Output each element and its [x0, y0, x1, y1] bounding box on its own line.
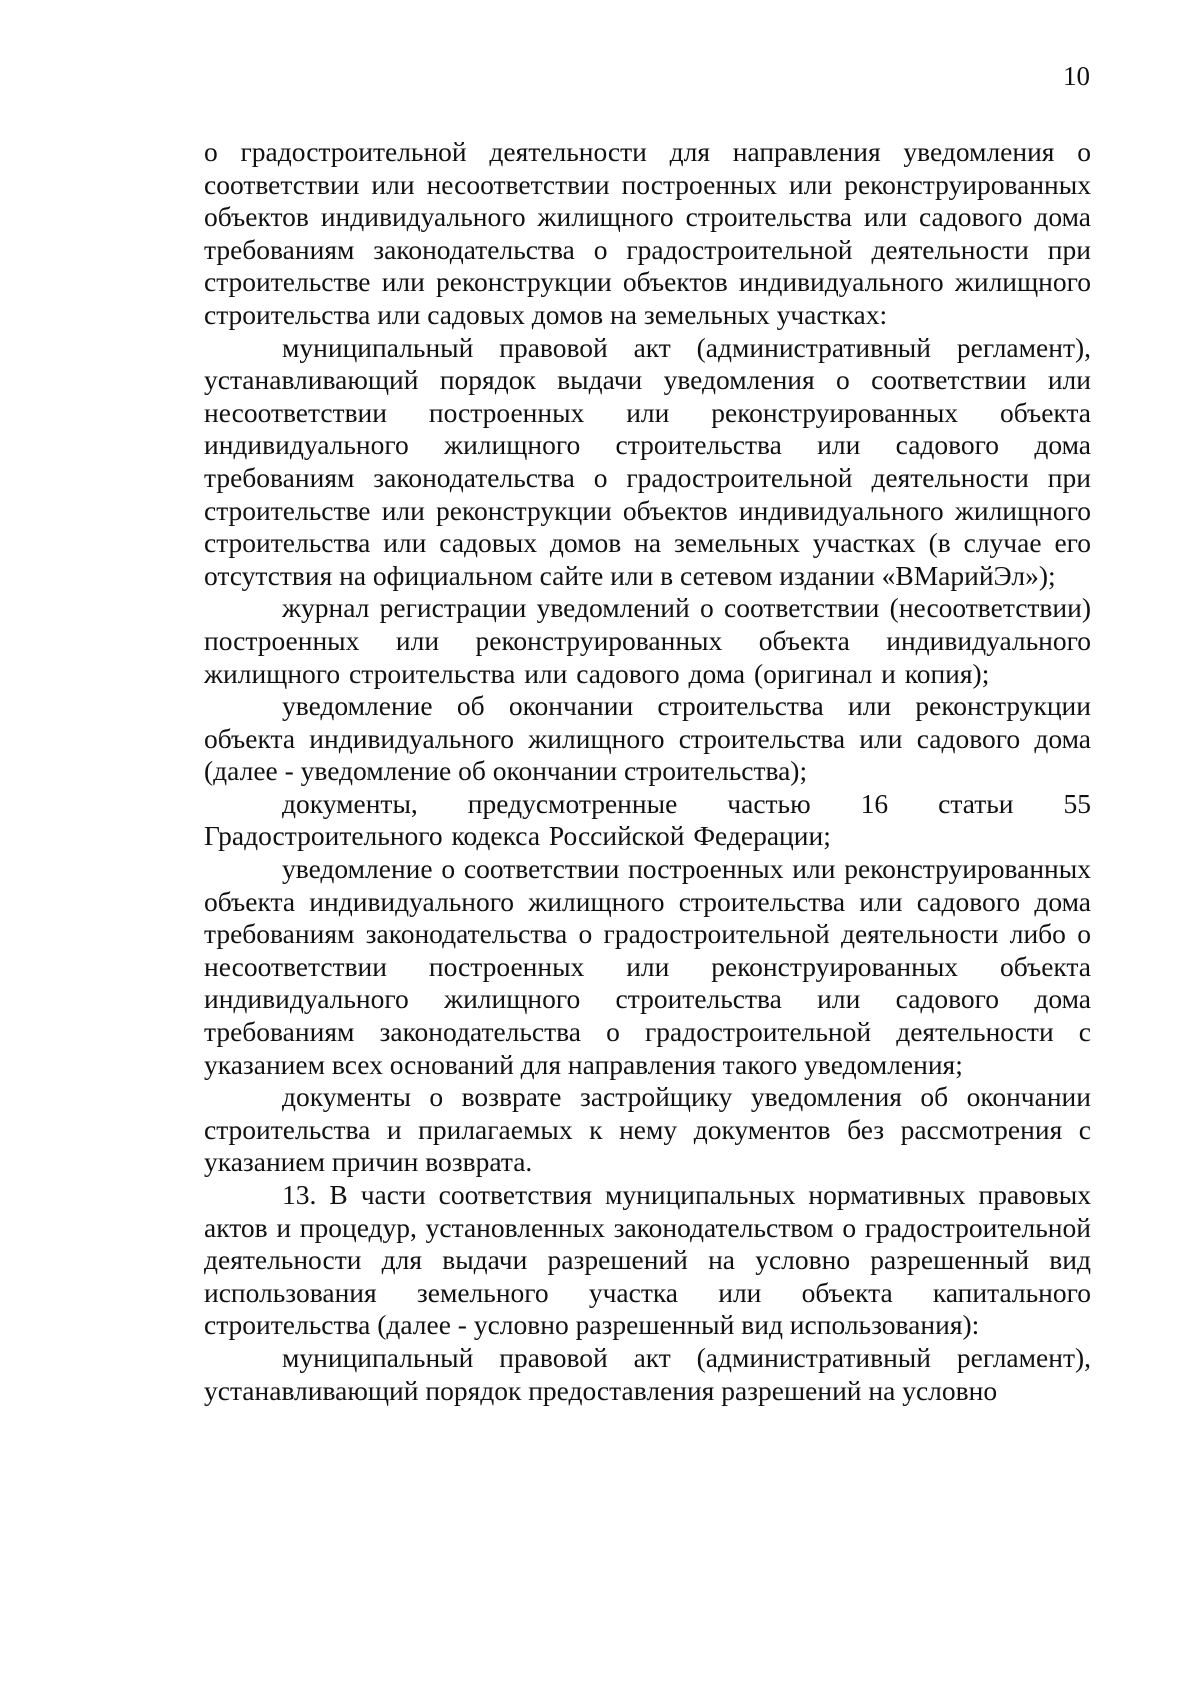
page-number: 10 — [1063, 61, 1090, 91]
document-body — [204, 136, 1091, 1407]
paragraph-return-documents: документы о возврате застройщику уведомления об окончании строительства и прилагаемых к нему документов без рассмотрения с указанием причин возврата. — [204, 1081, 1091, 1178]
paragraph-intro-continuation: о градостроительной деятельности для направления уведомления о соответствии или несоответствии построенных или реконструированных объектов индивидуального жилищного строительства или садового дома требованиям законодательства о градостроительной деятельности при строительстве или реконструкции объектов индивидуального жилищного строительства или садовых домов на земельных участках: — [204, 136, 1091, 330]
paragraph-conformity-notice: уведомление о соответствии построенных или реконструированных объекта индивидуального жилищного строительства или садового дома требованиям законодательства о градостроительной деятельности либо о несоответствии построенных или реконструированных объекта индивидуального жилищного строительства или садового дома требованиям законодательства о градостроительной деятельности с указанием всех оснований для направления такого уведомления; — [204, 853, 1091, 1080]
paragraph-municipal-act-permits: муниципальный правовой акт (административный регламент), устанавливающий порядок предоставления разрешений на условно — [204, 1341, 1091, 1406]
paragraph-registration-journal: журнал регистрации уведомлений о соответствии (несоответствии) построенных или реконструированных объекта индивидуального жилищного строительства или садового дома (оригинал и копия); — [204, 592, 1091, 689]
paragraph-municipal-act-notice: муниципальный правовой акт (административный регламент), устанавливающий порядок выдачи уведомления о соответствии или несоответствии построенных или реконструированных объекта индивидуального жилищного строительства или садового дома требованиям законодательства о градостроительной деятельности при строительстве или реконструкции объектов индивидуального жилищного строительства или садовых домов на земельных участках (в случае его отсутствия на официальном сайте или в сетевом издании «ВМарийЭл»); — [204, 331, 1091, 591]
paragraph-completion-notice: уведомление об окончании строительства или реконструкции объекта индивидуального жилищного строительства или садового дома (далее - уведомление об окончании строительства); — [204, 690, 1091, 787]
paragraph-documents-article-55: документы, предусмотренные частью 16 статьи 55 Градостроительного кодекса Российской Федерации; — [204, 787, 1091, 852]
paragraph-section-13: 13. В части соответствия муниципальных нормативных правовых актов и процедур, установленных законодательством о градостроительной деятельности для выдачи разрешений на условно разрешенный вид использования земельного участка или объекта капитального строительства (далее - условно разрешенный вид использования): — [204, 1179, 1091, 1341]
